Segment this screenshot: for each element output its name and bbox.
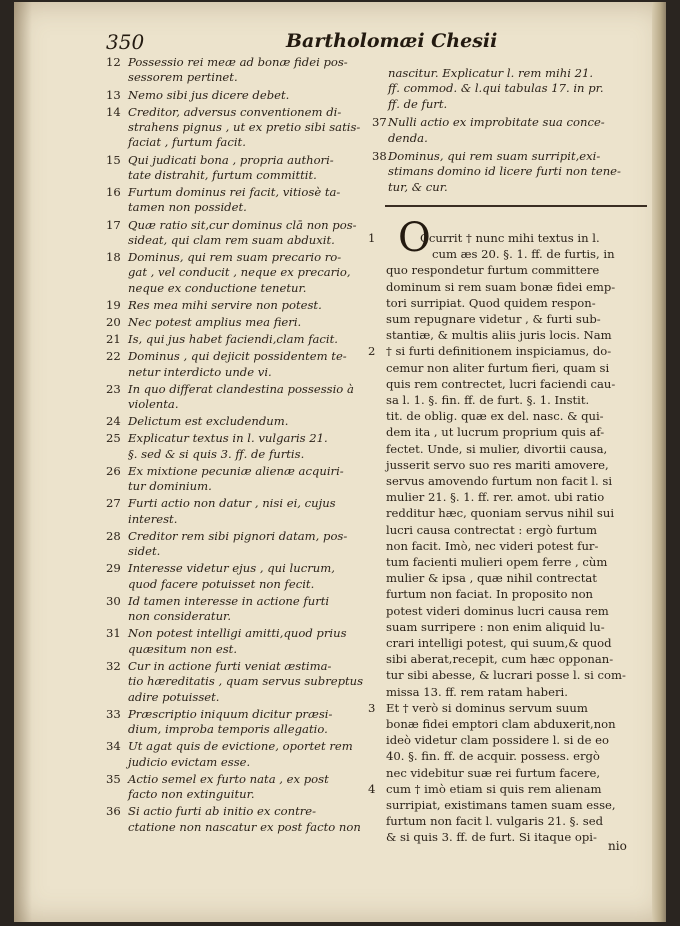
margin-note-number: 2: [368, 344, 376, 359]
summary-line: Qui judicati bona , propria authori-: [128, 152, 334, 167]
summary-number: 26: [106, 463, 121, 478]
summary-line: sidet.: [128, 544, 161, 559]
summary-line: Is, qui jus habet faciendi,clam facit.: [128, 332, 338, 347]
body-line: nec videbitur suæ rei furtum facere,: [386, 765, 601, 780]
body-line: sum repugnare videtur , & furti sub-: [386, 312, 601, 326]
summary-line: Si actio furti ab initio ex contre-: [128, 804, 317, 819]
summary-number: 37: [372, 115, 387, 130]
body-line: stantiæ, & multis aliis juris locis. Nam: [386, 328, 612, 343]
margin-note-number: 3: [368, 700, 376, 715]
summary-line: sideat, qui clam rem suam abduxit.: [128, 232, 335, 247]
summary-line: tate distrahit, furtum committit.: [128, 167, 317, 182]
margin-note-number: 1: [368, 231, 376, 245]
summary-line: Delictum est excludendum.: [128, 414, 289, 429]
summary-line: Id tamen interesse in actione furti: [128, 593, 330, 608]
book-page: [14, 2, 666, 922]
summary-line: interest.: [128, 511, 178, 526]
summary-line: quod facere potuisset non fecit.: [128, 576, 315, 591]
body-line: & si quis 3. ff. de furt. Si itaque opi-: [386, 830, 597, 845]
summary-line: Ut agat quis de evictione, oportet rem: [128, 739, 353, 754]
summary-line: ff. de furt.: [388, 96, 448, 111]
body-line: mulier 21. §. 1. ff. rer. amot. ubi ratio: [386, 490, 605, 505]
summary-line: gat , vel conducit , neque ex precario,: [128, 265, 351, 280]
summary-line: tio hæreditatis , quam servus subreptus: [128, 674, 364, 689]
section-rule: [385, 205, 647, 207]
body-line: potest videri dominus lucri causa rem: [386, 603, 609, 618]
summary-number: 19: [106, 297, 121, 312]
body-line: quo respondetur furtum committere: [386, 263, 600, 278]
summary-number: 31: [106, 626, 121, 641]
summary-line: Creditor rem sibi pignori datam, pos-: [128, 528, 348, 543]
body-line: jusserit servo suo res mariti amovere,: [386, 457, 609, 472]
summary-line: Possessio rei meæ ad bonæ fidei pos-: [128, 55, 348, 69]
body-line: cum † imò etiam si quis rem alienam: [386, 781, 602, 796]
summary-line: violenta.: [128, 397, 179, 412]
summary-number: 20: [106, 315, 121, 329]
summary-line: Præscriptio iniquum dicitur præsi-: [128, 706, 333, 721]
summary-line: quæsitum non est.: [128, 641, 238, 656]
summary-line: Nulli actio ex improbitate sua conce-: [388, 115, 605, 130]
body-line: non facit. Imò, nec videri potest fur-: [386, 538, 599, 553]
body-line: furtum non faciat. In proposito non: [386, 587, 594, 602]
summary-line: §. sed & si quis 3. ff. de furtis.: [128, 446, 305, 461]
summary-line: tur, & cur.: [388, 179, 448, 194]
summary-line: denda.: [388, 130, 428, 145]
summary-line: strahens pignus , ut ex pretio sibi satis-: [128, 120, 361, 134]
body-line: cum æs 20. §. 1. ff. de furtis, in: [432, 247, 615, 262]
body-line: ideò videtur clam possidere l. si de eo: [386, 733, 609, 748]
body-line: redditur hæc, quoniam servus nihil sui: [386, 506, 615, 521]
summary-line: faciat , furtum facit.: [128, 135, 246, 150]
summary-line: Dominus, qui rem suam precario ro-: [128, 250, 342, 264]
summary-line: Quæ ratio sit,cur dominus clā non pos-: [128, 217, 357, 232]
summary-line: Cur in actione furti veniat æstima-: [128, 658, 332, 673]
summary-line: Non potest intelligi amitti,quod prius: [128, 626, 347, 641]
summary-number: 32: [106, 658, 121, 673]
summary-line: sessorem pertinet.: [128, 70, 238, 85]
body-line: missa 13. ff. rem ratam haberi.: [386, 684, 568, 699]
summary-line: neque ex conductione tenetur.: [128, 280, 307, 295]
body-line: Ccurrit † nunc mihi textus in l.: [420, 231, 600, 245]
summary-number: 25: [106, 431, 121, 446]
summary-line: Explicatur textus in l. vulgaris 21.: [128, 431, 328, 446]
summary-line: Creditor, adversus conventionem di-: [128, 104, 342, 119]
running-title: Bartholomæi Chesii: [286, 30, 498, 52]
body-line: Et † verò si dominus servum suum: [386, 700, 588, 715]
summary-number: 38: [372, 149, 387, 163]
page-edge: [652, 2, 666, 922]
summary-line: Nec potest amplius mea fieri.: [128, 315, 302, 329]
summary-line: Actio semel ex furto nata , ex post: [128, 771, 329, 786]
summary-line: tur dominium.: [128, 479, 212, 494]
body-line: suam surripere : non enim aliquid lu-: [386, 619, 605, 634]
summary-number: 27: [106, 496, 121, 511]
body-line: crari intelligi potest, qui suum,& quod: [386, 636, 612, 650]
body-line: quis rem contrectet, lucri faciendi cau-: [386, 376, 616, 391]
summary-line: nascitur. Explicatur l. rem mihi 21.: [388, 66, 594, 80]
summary-number: 16: [106, 185, 121, 199]
summary-number: 33: [106, 706, 121, 721]
body-line: tit. de oblig. quæ ex del. nasc. & qui-: [386, 409, 604, 424]
summary-line: Furtum dominus rei facit, vitiosè ta-: [128, 185, 341, 199]
summary-number: 18: [106, 250, 121, 264]
summary-line: non consideratur.: [128, 609, 232, 624]
body-line: dominum si rem suam bonæ fidei emp-: [386, 279, 616, 294]
body-line: † si furti definitionem inspiciamus, do-: [386, 344, 612, 359]
body-line: furtum non facit l. vulgaris 21. §. sed: [386, 814, 603, 829]
summary-number: 30: [106, 593, 121, 608]
body-line: sa l. 1. §. fin. ff. de furt. §. 1. Instit.: [386, 393, 590, 407]
summary-number: 35: [106, 771, 121, 786]
summary-line: judicio evictam esse.: [128, 754, 251, 769]
summary-number: 15: [106, 152, 121, 167]
summary-number: 23: [106, 381, 121, 396]
body-line: mulier & ipsa , quæ nihil contrectat: [386, 571, 597, 586]
summary-line: tamen non possidet.: [128, 200, 247, 215]
margin-note-number: 4: [368, 781, 376, 796]
summary-line: ctatione non nascatur ex post facto non: [128, 819, 361, 834]
summary-line: dium, improba temporis allegatio.: [128, 722, 328, 737]
summary-line: Interesse videtur ejus , qui lucrum,: [128, 561, 335, 576]
body-line: lucri causa contrectat : ergò furtum: [386, 522, 597, 537]
page-number: 350: [106, 30, 145, 54]
summary-line: Res mea mihi servire non potest.: [128, 297, 322, 312]
summary-number: 12: [106, 55, 121, 69]
body-line: bonæ fidei emptori clam abduxerit,non: [386, 717, 616, 731]
summary-line: In quo differat clandestina possessio à: [128, 381, 354, 396]
summary-number: 36: [106, 804, 121, 819]
summary-number: 28: [106, 528, 121, 543]
body-line: dem ita , ut lucrum proprium quis af-: [386, 425, 605, 440]
summary-line: Dominus, qui rem suam surripit,exi-: [388, 149, 601, 163]
body-line: cemur non aliter furtum fieri, quam si: [386, 360, 610, 375]
summary-number: 17: [106, 217, 121, 232]
summary-line: netur interdicto unde vi.: [128, 364, 272, 379]
summary-number: 22: [106, 349, 121, 364]
body-line: tori surripiat. Quod quidem respon-: [386, 295, 596, 310]
summary-line: Dominus , qui dejicit possidentem te-: [128, 349, 347, 364]
summary-number: 21: [106, 332, 121, 347]
body-line: surripiat, existimans tamen suam esse,: [386, 798, 616, 812]
summary-line: ff. commod. & l.qui tabulas 17. in pr.: [388, 81, 604, 96]
summary-number: 13: [106, 87, 121, 102]
summary-number: 24: [106, 414, 121, 429]
body-line: sibi aberat,recepit, cum hæc opponan-: [386, 652, 614, 667]
summary-number: 14: [106, 104, 121, 119]
summary-line: Ex mixtione pecuniæ alienæ acquiri-: [128, 463, 344, 478]
body-line: fectet. Unde, si mulier, divortii causa,: [386, 441, 608, 456]
body-line: servus amovendo furtum non facit l. si: [386, 474, 613, 488]
summary-line: Nemo sibi jus dicere debet.: [128, 87, 290, 102]
summary-line: stimans domino id licere furti non tene-: [388, 164, 621, 179]
summary-number: 34: [106, 739, 121, 754]
drop-capital: O: [398, 215, 431, 261]
body-line: tum facienti mulieri opem ferre , cùm: [386, 555, 608, 569]
gutter-shadow: [14, 2, 32, 922]
summary-line: facto non extinguitur.: [128, 787, 255, 802]
summary-line: Furti actio non datur , nisi ei, cujus: [128, 496, 336, 511]
body-line: tur sibi abesse, & lucrari posse l. si com-: [386, 668, 626, 683]
summary-line: adire potuisset.: [128, 689, 220, 704]
catchword: nio: [608, 839, 627, 853]
body-line: 40. §. fin. ff. de acquir. possess. ergò: [386, 749, 600, 764]
summary-number: 29: [106, 561, 121, 576]
